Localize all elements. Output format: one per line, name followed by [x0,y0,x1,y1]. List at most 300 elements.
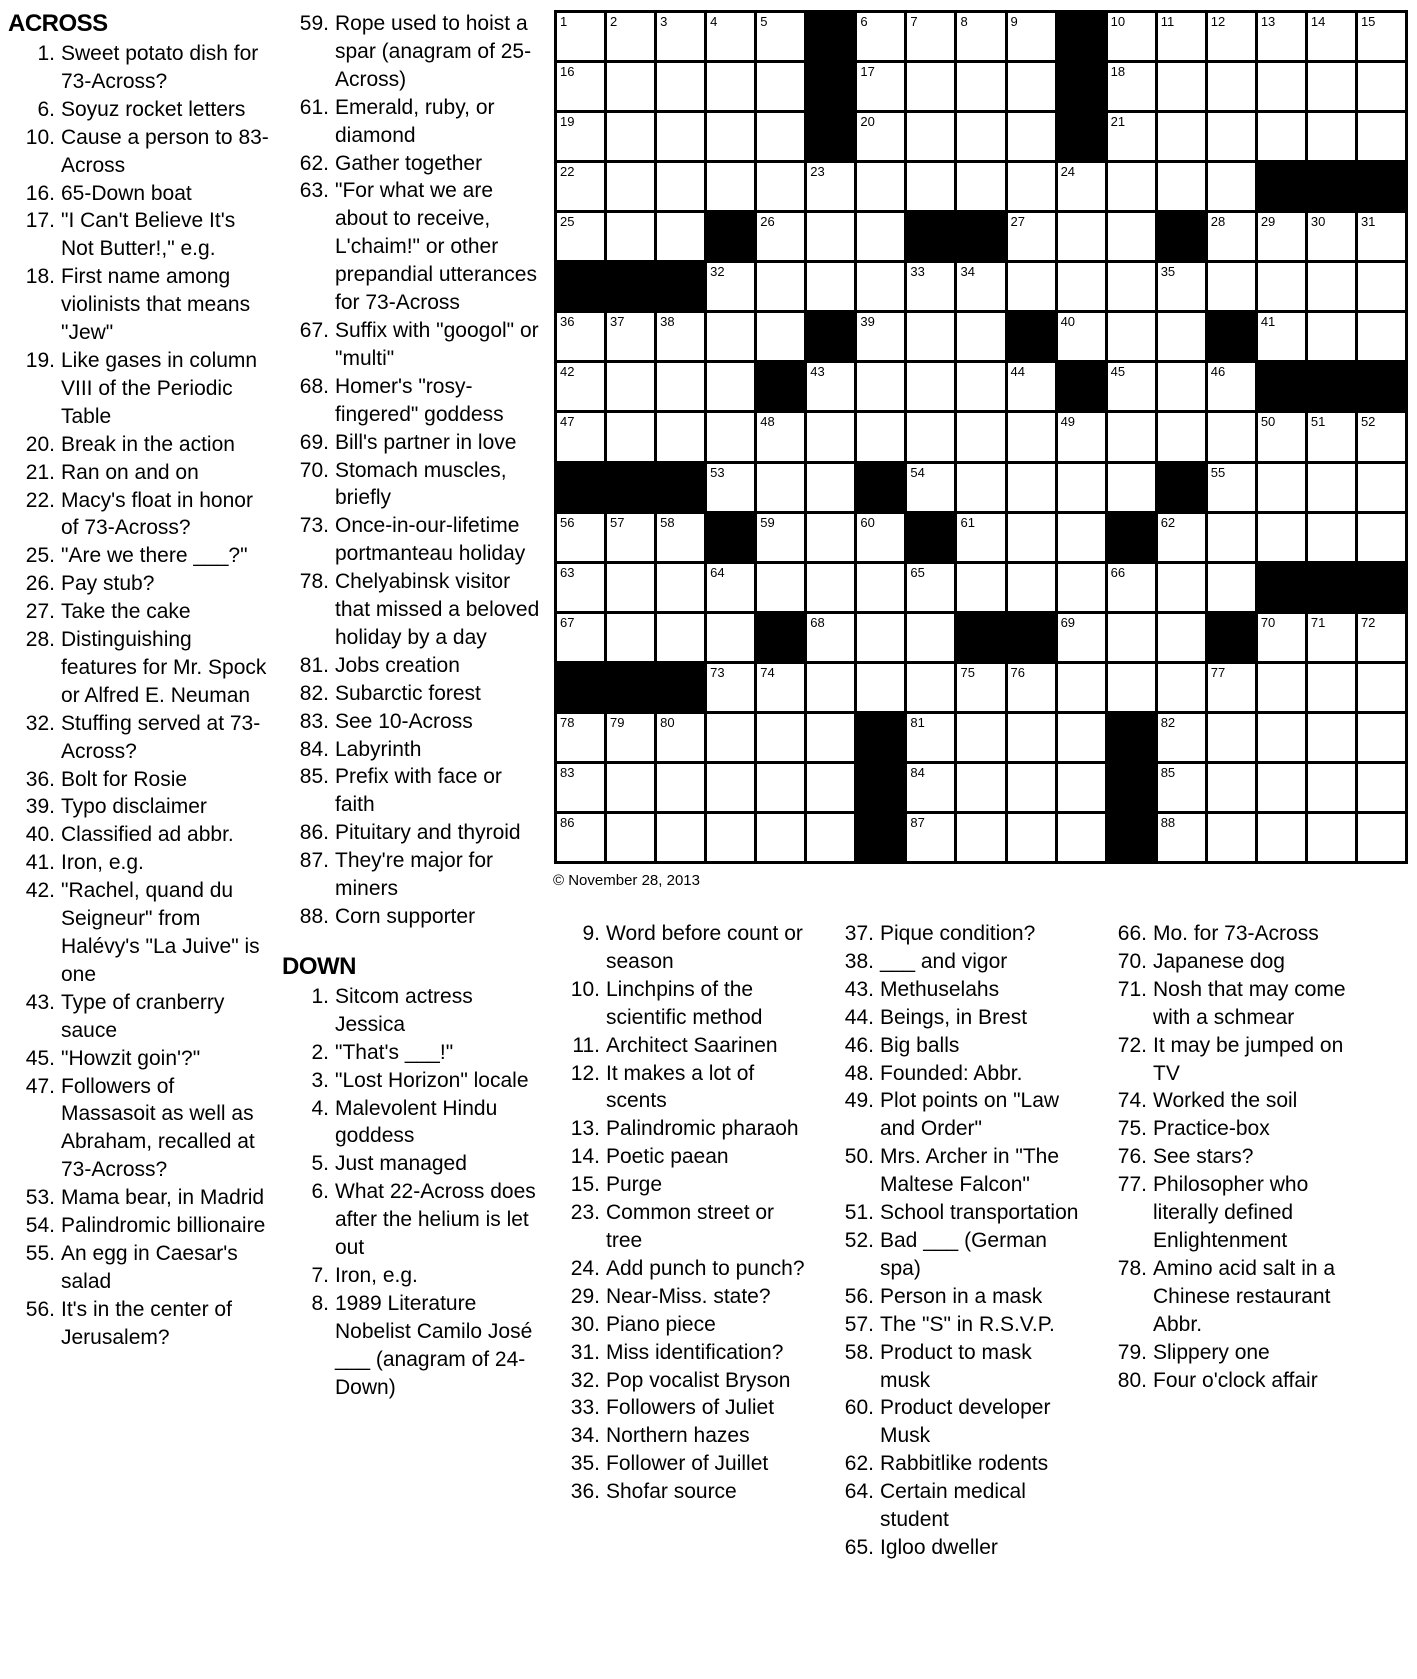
grid-cell[interactable] [907,63,954,110]
grid-cell[interactable] [957,714,1004,761]
clue-item [830,1283,1080,1311]
grid-cell[interactable] [957,514,1004,561]
grid-cell[interactable] [757,814,804,861]
grid-cell[interactable] [857,13,904,60]
grid-cell[interactable] [1158,263,1205,310]
grid-cell[interactable] [1258,614,1305,661]
grid-cell[interactable] [707,363,754,410]
grid-cell[interactable] [1008,514,1055,561]
grid-cell[interactable] [957,163,1004,210]
clue-number: 48. [844,1061,874,1085]
grid-cell[interactable] [1258,313,1305,360]
grid-cell[interactable] [1108,614,1155,661]
grid-cell[interactable] [1208,63,1255,110]
grid-cell[interactable] [607,313,654,360]
grid-cell[interactable] [1358,614,1405,661]
across-heading: ACROSS [8,10,108,37]
grid-cell[interactable] [907,614,954,661]
grid-cell[interactable] [657,714,704,761]
grid-cell[interactable] [957,764,1004,811]
grid-cell[interactable] [1108,664,1155,711]
clue-number: 15. [570,1173,600,1197]
grid-cell[interactable] [1308,764,1355,811]
grid-cell[interactable] [1208,814,1255,861]
grid-cell[interactable] [1158,313,1205,360]
grid-cell[interactable] [1158,814,1205,861]
black-square [1258,163,1305,210]
grid-cell[interactable] [1008,714,1055,761]
clue-item [8,1073,270,1185]
grid-cell[interactable] [1358,514,1405,561]
clue-number: 31. [570,1340,600,1364]
grid-cell[interactable] [557,714,604,761]
grid-cell[interactable] [707,113,754,160]
clue-item [830,1478,1080,1534]
cell-number: 66 [1110,564,1126,580]
clue-number: 1. [311,984,329,1008]
clue-text: The "S" in R.S.V.P. [880,1312,1055,1336]
grid-cell[interactable] [607,163,654,210]
grid-cell[interactable] [707,464,754,511]
grid-cell[interactable] [557,614,604,661]
grid-cell[interactable] [1258,514,1305,561]
grid-cell[interactable] [657,514,704,561]
grid-cell[interactable] [557,564,604,611]
clue-item [8,570,270,598]
clue-number: 16. [25,181,55,205]
grid-cell[interactable] [657,564,704,611]
grid-cell[interactable] [707,614,754,661]
grid-cell[interactable] [707,313,754,360]
cell-number: 24 [1060,164,1076,180]
grid-cell[interactable] [1008,113,1055,160]
grid-cell[interactable] [657,313,704,360]
grid-cell[interactable] [1208,464,1255,511]
grid-cell[interactable] [1308,313,1355,360]
grid-cell[interactable] [857,163,904,210]
grid-cell[interactable] [1058,764,1105,811]
grid-cell[interactable] [1058,814,1105,861]
grid-cell[interactable] [1258,63,1305,110]
grid-cell[interactable] [557,814,604,861]
grid-cell[interactable] [1158,363,1205,410]
grid-cell[interactable] [1058,464,1105,511]
clue-text: Cause a person to 83-Across [61,125,269,177]
grid-cell[interactable] [857,213,904,260]
cell-number: 74 [760,664,775,680]
grid-cell[interactable] [707,263,754,310]
clue-number: 85. [299,765,329,789]
grid-cell[interactable] [707,714,754,761]
grid-cell[interactable] [807,614,854,661]
black-square [1108,764,1155,811]
grid-cell[interactable] [1158,664,1205,711]
grid-cell[interactable] [1258,464,1305,511]
grid-cell[interactable] [557,13,604,60]
grid-cell[interactable] [1308,263,1355,310]
cell-number: 2 [610,14,618,29]
clue-number: 88. [299,905,329,928]
clue-text: Jobs creation [335,653,460,677]
grid-cell[interactable] [957,664,1004,711]
grid-cell[interactable] [1358,13,1405,60]
grid-cell[interactable] [1058,614,1105,661]
grid-cell[interactable] [1208,714,1255,761]
grid-cell[interactable] [1308,714,1355,761]
grid-cell[interactable] [1058,714,1105,761]
grid-cell[interactable] [1008,263,1055,310]
cell-number: 61 [960,514,975,530]
grid-cell[interactable] [607,764,654,811]
clue-item [280,177,540,317]
grid-cell[interactable] [557,63,604,110]
clue-item [556,1367,811,1395]
grid-cell[interactable] [557,163,604,210]
grid-cell[interactable] [1358,263,1405,310]
grid-cell[interactable] [1308,63,1355,110]
grid-cell[interactable] [757,213,804,260]
grid-cell[interactable] [1108,63,1155,110]
grid-cell[interactable] [1308,213,1355,260]
grid-cell[interactable] [907,764,954,811]
grid-cell[interactable] [1158,764,1205,811]
grid-cell[interactable] [707,63,754,110]
clue-text: "I Can't Believe It's Not Butter!," e.g. [61,209,236,261]
grid-cell[interactable] [1008,564,1055,611]
grid-cell[interactable] [757,163,804,210]
grid-cell[interactable] [957,63,1004,110]
grid-cell[interactable] [607,213,654,260]
grid-cell[interactable] [607,814,654,861]
clue-item [8,849,270,877]
grid-cell[interactable] [1158,564,1205,611]
clue-item [280,708,540,736]
grid-cell[interactable] [757,413,804,460]
grid-cell[interactable] [1208,664,1255,711]
cell-number: 71 [1310,614,1326,630]
grid-cell[interactable] [707,764,754,811]
grid-cell[interactable] [1358,413,1405,460]
grid-cell[interactable] [1108,263,1155,310]
grid-cell[interactable] [1208,514,1255,561]
grid-cell[interactable] [857,664,904,711]
grid-cell[interactable] [1308,614,1355,661]
grid-cell[interactable] [857,514,904,561]
grid-cell[interactable] [857,413,904,460]
grid-cell[interactable] [1208,263,1255,310]
grid-cell[interactable] [607,413,654,460]
grid-cell[interactable] [657,413,704,460]
grid-cell[interactable] [1308,514,1355,561]
grid-cell[interactable] [1208,413,1255,460]
grid-cell[interactable] [1258,764,1305,811]
grid-cell[interactable] [557,113,604,160]
grid-cell[interactable] [607,614,654,661]
grid-cell[interactable] [1058,313,1105,360]
cell-number: 3 [660,14,668,29]
grid-cell[interactable] [1008,363,1055,410]
grid-cell[interactable] [707,814,754,861]
grid-cell[interactable] [1358,213,1405,260]
grid-cell[interactable] [707,163,754,210]
grid-cell[interactable] [1058,564,1105,611]
grid-cell[interactable] [907,814,954,861]
clue-text: Emerald, ruby, or diamond [335,95,495,147]
grid-cell[interactable] [1358,313,1405,360]
clue-item [280,652,540,680]
grid-cell[interactable] [907,464,954,511]
grid-cell[interactable] [907,113,954,160]
grid-cell[interactable] [907,714,954,761]
grid-cell[interactable] [757,263,804,310]
grid-cell[interactable] [757,714,804,761]
grid-cell[interactable] [1158,514,1205,561]
grid-cell[interactable] [757,664,804,711]
clue-number: 11. [572,1033,600,1057]
grid-cell[interactable] [1258,714,1305,761]
grid-cell[interactable] [1008,664,1055,711]
grid-cell[interactable] [707,13,754,60]
grid-cell[interactable] [557,213,604,260]
grid-cell[interactable] [757,13,804,60]
grid-cell[interactable] [907,564,954,611]
clue-item [830,1394,1080,1450]
grid-cell[interactable] [1358,814,1405,861]
clue-item [556,1450,811,1478]
grid-cell[interactable] [607,514,654,561]
grid-cell[interactable] [707,564,754,611]
grid-cell[interactable] [957,13,1004,60]
grid-cell[interactable] [657,163,704,210]
grid-cell[interactable] [657,614,704,661]
grid-cell[interactable] [1058,514,1105,561]
cell-number: 47 [560,414,575,430]
grid-cell[interactable] [1108,213,1155,260]
grid-cell[interactable] [657,213,704,260]
grid-cell[interactable] [607,564,654,611]
grid-cell[interactable] [657,113,704,160]
grid-cell[interactable] [1308,664,1355,711]
grid-cell[interactable] [1308,814,1355,861]
clue-number: 51. [844,1201,874,1225]
grid-cell[interactable] [757,564,804,611]
grid-cell[interactable] [857,313,904,360]
grid-cell[interactable] [1158,163,1205,210]
grid-cell[interactable] [807,464,854,511]
grid-cell[interactable] [1308,413,1355,460]
grid-cell[interactable] [1008,764,1055,811]
grid-cell[interactable] [957,564,1004,611]
grid-cell[interactable] [757,514,804,561]
grid-cell[interactable] [807,764,854,811]
grid-cell[interactable] [1208,13,1255,60]
grid-cell[interactable] [1108,363,1155,410]
grid-cell[interactable] [1158,113,1205,160]
grid-cell[interactable] [907,163,954,210]
grid-cell[interactable] [807,213,854,260]
grid-cell[interactable] [907,263,954,310]
grid-cell[interactable] [1058,263,1105,310]
grid-cell[interactable] [557,363,604,410]
grid-cell[interactable] [807,714,854,761]
grid-cell[interactable] [1108,564,1155,611]
grid-cell[interactable] [1158,13,1205,60]
grid-cell[interactable] [1058,413,1105,460]
grid-cell[interactable] [1258,113,1305,160]
grid-cell[interactable] [857,263,904,310]
grid-cell[interactable] [557,514,604,561]
grid-cell[interactable] [1208,363,1255,410]
grid-cell[interactable] [1158,413,1205,460]
clue-item [556,920,811,976]
clue-number: 10. [570,977,600,1001]
grid-cell[interactable] [857,63,904,110]
grid-cell[interactable] [607,363,654,410]
grid-cell[interactable] [1358,113,1405,160]
grid-cell[interactable] [1008,413,1055,460]
grid-cell[interactable] [907,313,954,360]
grid-cell[interactable] [957,363,1004,410]
grid-cell[interactable] [707,664,754,711]
grid-cell[interactable] [1208,764,1255,811]
grid-cell[interactable] [557,413,604,460]
grid-cell[interactable] [757,464,804,511]
grid-cell[interactable] [857,113,904,160]
grid-cell[interactable] [757,63,804,110]
grid-cell[interactable] [607,113,654,160]
grid-cell[interactable] [807,263,854,310]
grid-cell[interactable] [957,313,1004,360]
grid-cell[interactable] [807,413,854,460]
grid-cell[interactable] [757,764,804,811]
grid-cell[interactable] [907,363,954,410]
grid-cell[interactable] [657,13,704,60]
grid-cell[interactable] [1358,764,1405,811]
clue-item [8,124,270,180]
grid-cell[interactable] [1258,413,1305,460]
grid-cell[interactable] [807,814,854,861]
clue-number: 50. [844,1145,874,1169]
grid-cell[interactable] [1308,464,1355,511]
grid-cell[interactable] [1058,213,1105,260]
clue-item [8,263,270,347]
grid-cell[interactable] [1258,263,1305,310]
grid-cell[interactable] [607,13,654,60]
grid-cell[interactable] [857,564,904,611]
grid-cell[interactable] [1358,464,1405,511]
black-square [1308,163,1355,210]
grid-cell[interactable] [807,163,854,210]
grid-cell[interactable] [857,614,904,661]
clue-item [280,1039,540,1067]
clue-number: 4. [311,1096,329,1120]
grid-cell[interactable] [1258,664,1305,711]
grid-cell[interactable] [1058,664,1105,711]
clue-number: 21. [25,460,55,484]
grid-cell[interactable] [557,764,604,811]
clue-text: Labyrinth [335,737,422,761]
cell-number: 25 [560,214,575,230]
grid-cell[interactable] [657,764,704,811]
grid-cell[interactable] [1008,63,1055,110]
grid-cell[interactable] [1258,13,1305,60]
grid-cell[interactable] [807,514,854,561]
grid-cell[interactable] [1358,63,1405,110]
grid-cell[interactable] [907,13,954,60]
grid-cell[interactable] [1208,564,1255,611]
cell-number: 5 [760,14,768,29]
grid-cell[interactable] [1308,13,1355,60]
clue-item [830,920,1080,948]
grid-cell[interactable] [607,714,654,761]
clue-number: 62. [844,1452,874,1476]
grid-cell[interactable] [807,564,854,611]
clue-item [280,512,540,568]
grid-cell[interactable] [957,413,1004,460]
grid-cell[interactable] [657,363,704,410]
cell-number: 15 [1360,14,1376,29]
grid-cell[interactable] [1108,113,1155,160]
grid-cell[interactable] [1108,13,1155,60]
clue-number: 46. [844,1033,874,1057]
clue-item [280,457,540,513]
grid-cell[interactable] [1358,714,1405,761]
grid-cell[interactable] [1108,413,1155,460]
grid-cell[interactable] [1008,13,1055,60]
grid-cell[interactable] [957,814,1004,861]
grid-cell[interactable] [1158,614,1205,661]
grid-cell[interactable] [907,664,954,711]
grid-cell[interactable] [1008,213,1055,260]
grid-cell[interactable] [1208,213,1255,260]
grid-cell[interactable] [1308,113,1355,160]
grid-cell[interactable] [707,413,754,460]
grid-cell[interactable] [1158,714,1205,761]
grid-cell[interactable] [807,664,854,711]
grid-cell[interactable] [1258,213,1305,260]
grid-cell[interactable] [1008,163,1055,210]
grid-cell[interactable] [657,63,704,110]
grid-cell[interactable] [1108,163,1155,210]
clue-text: "Lost Horizon" locale [335,1068,529,1092]
grid-cell[interactable] [1208,113,1255,160]
grid-cell[interactable] [1008,814,1055,861]
clue-number: 72. [1117,1033,1147,1057]
grid-cell[interactable] [1108,464,1155,511]
grid-cell[interactable] [1008,464,1055,511]
grid-cell[interactable] [1108,313,1155,360]
grid-cell[interactable] [957,113,1004,160]
grid-cell[interactable] [807,363,854,410]
grid-cell[interactable] [557,313,604,360]
grid-cell[interactable] [857,363,904,410]
clue-text: Macy's float in honor of 73-Across? [61,488,253,540]
grid-cell[interactable] [1258,814,1305,861]
grid-cell[interactable] [757,113,804,160]
grid-cell[interactable] [907,413,954,460]
grid-cell[interactable] [1208,163,1255,210]
cell-number: 39 [860,314,875,330]
grid-cell[interactable] [1358,664,1405,711]
grid-cell[interactable] [957,464,1004,511]
grid-cell[interactable] [657,814,704,861]
grid-cell[interactable] [1058,163,1105,210]
grid-cell[interactable] [757,313,804,360]
grid-cell[interactable] [957,263,1004,310]
clue-item [556,1143,811,1171]
grid-cell[interactable] [607,63,654,110]
grid-cell[interactable] [1158,63,1205,110]
